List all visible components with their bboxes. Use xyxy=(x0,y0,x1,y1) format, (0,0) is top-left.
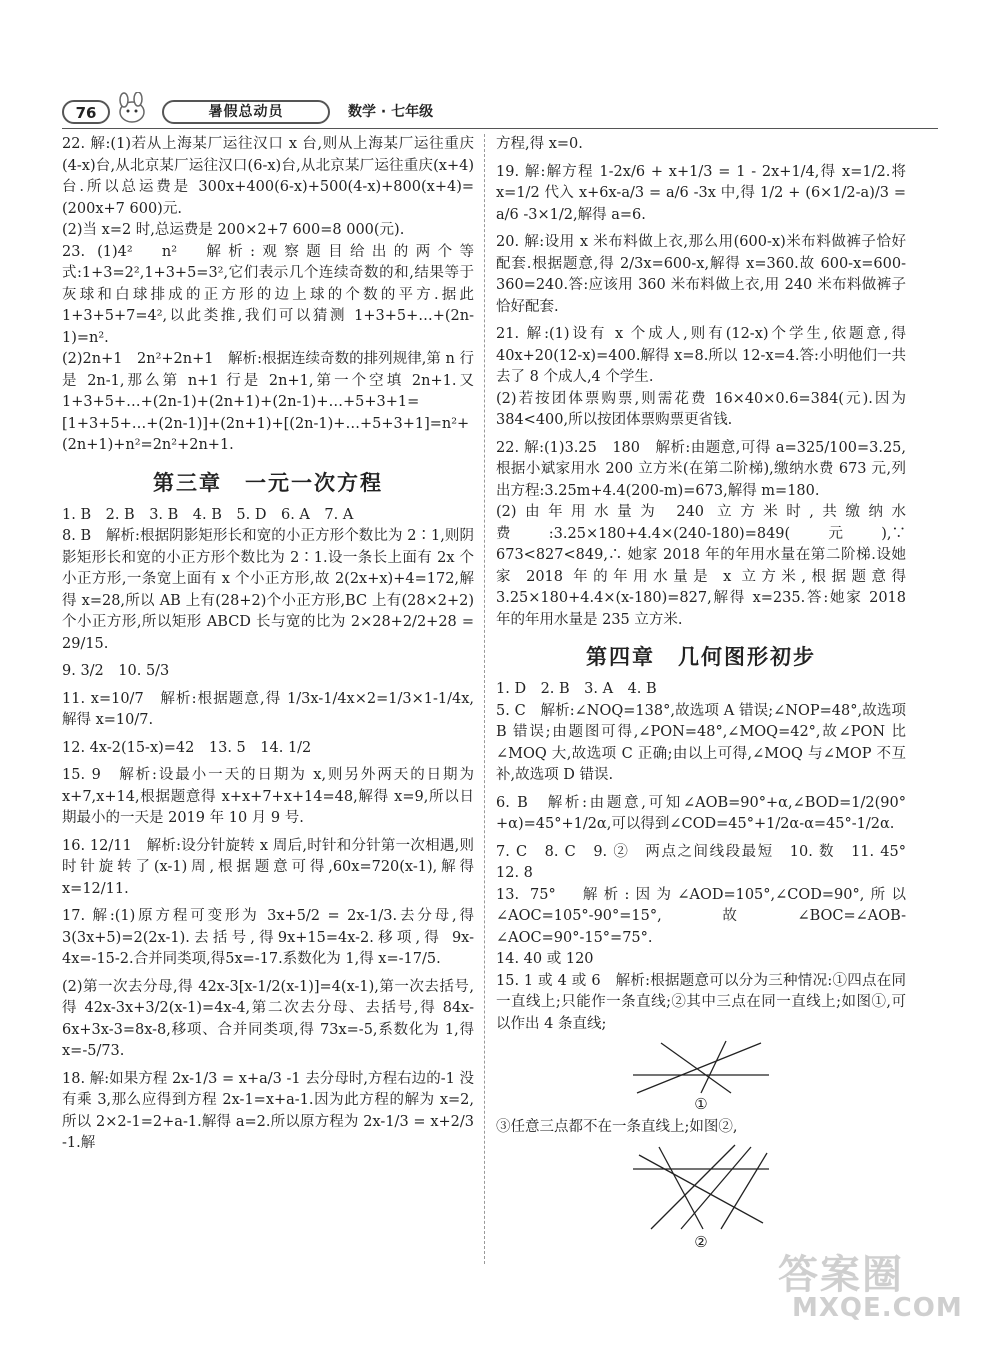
answers-1-4: 1. D 2. B 3. A 4. B xyxy=(496,681,657,697)
answer-21: 21. 解:(1)设有 x 个成人,则有(12-x)个学生,依题意,得 40x+20(12-x)=400.解得 x=8.所以 12-x=4.答:小明他们一共去了 8 个成人,4 个学生. xyxy=(496,326,906,385)
right-column xyxy=(496,134,921,1255)
answer-20: 20. 解:设用 x 米布料做上衣,那么用(600-x)米布料做裤子恰好配套.根据题意,得 2/3x=600-x,解得 x=360.故 600-x=600-360=240.答:应该用 360 米布料做上衣,用 240 米布料做裤子恰好配套. xyxy=(496,234,906,315)
answer-15-case3: ③任意三点都不在一条直线上;如图②, xyxy=(496,1119,738,1135)
page-number: 76 xyxy=(62,100,110,124)
header-rule xyxy=(62,128,938,129)
watermark-url: MXQE.COM xyxy=(792,1293,963,1323)
answer-17-part2: (2)第一次去分母,得 42x-3[x-1/2(x-1)]=4(x-1),第一次去括号,得 42x-3x+3/2(x-1)=4x-4,第二次去分母、去括号,得 84x-6x+3x-3=8x-8,移项、合并同类项,得 73x=-5,系数化为 1,得 x=-5/73. xyxy=(62,978,474,1059)
left-column xyxy=(62,134,474,1155)
answer-18: 18. 解:如果方程 2x-1/3 = x+a/3 -1 去分母时,方程右边的-1 没有乘 3,那么应得到方程 2x-1=x+a-1.因为此方程的解为 x=2,所以 2×2-1=2+a-1.解得 a=2.所以原方程为 2x-1/3 = x+2/3 -1.解 xyxy=(62,1070,474,1151)
figure-1-label: ① xyxy=(694,1095,708,1113)
answer-6: 6. B 解析:由题意,可知∠AOB=90°+α,∠BOD=1/2(90°+α)=45°+1/2α,可以得到∠COD=45°+1/2α-α=45°-1/2α. xyxy=(496,794,906,832)
answers-9-10: 9. 3/2 10. 5/3 xyxy=(62,663,170,679)
book-title: 暑假总动员 xyxy=(162,100,330,124)
answer-8: 8. B 解析:根据阴影矩形长和宽的小正方形个数比为 2∶1,则阴影矩形长和宽的小正方形个数比为 2∶1.设一条长上面有 2x 个小正方形,一条宽上面有 x 个小正方形,故 2(2x+x)+4=172,解得 x=28,所以 AB 上有(28+2)个小正方形,BC 上有(28×2+2)个小正方形,所以矩形 ABCD 长与宽的比为 2×28+2/2+28 = 29/15. xyxy=(62,528,474,652)
answer-15: 15. 9 解析:设最小一天的日期为 x,则另外两天的日期为 x+7,x+14,根据题意得 x+x+7+x+14=48,解得 x=9,所以日期最小的一天是 2019 年 10 月 9 号. xyxy=(62,767,474,826)
answer-5: 5. C 解析:∠NOQ=138°,故选项 A 错误;∠NOP=48°,故选项 B 错误;由题图可得,∠PON=48°,∠MOQ=42°,故∠PON 比∠MOQ 大,故选项 C 正确;由以上可得,∠MOQ 与∠MOP 不互补,故选项 D 错误. xyxy=(496,702,906,783)
column-divider xyxy=(484,134,485,1264)
answer-11: 11. x=10/7 解析:根据题意,得 1/3x-1/4x×2=1/3×1-1/4x,解得 x=10/7. xyxy=(62,690,474,728)
answer-22-right: 22. 解:(1)3.25 180 解析:由题意,可得 a=325/100=3.25,根据小斌家用水 200 立方米(在第二阶梯),缴纳水费 673 元,列出方程:3.25m+4.4(200-m)=673,解得 m=180. xyxy=(496,439,906,499)
answer-16: 16. 12/11 解析:设分针旋转 x 周后,时针和分针第一次相遇,则时针旋转了(x-1)周,根据题意可得,60x=720(x-1),解得 x=12/11. xyxy=(62,837,474,897)
answer-18-cont: 方程,得 x=0. xyxy=(496,136,583,152)
watermark-logo-text: 答案圈 xyxy=(778,1252,904,1298)
answer-17: 17. 解:(1)原方程可变形为 3x+5/2 = 2x-1/3.去分母,得 3(3x+5)=2(2x-1).去括号,得9x+15=4x-2.移项,得 9x-4x=-15-2.合并同类项,得5x=-17.系数化为 1,得 x=-17/5. xyxy=(62,908,474,967)
answer-14: 14. 40 或 120 xyxy=(496,951,594,967)
answer-22-right-part2: (2)由年用水量为 240 立方米时,共缴纳水费:3.25×180+4.4×(240-180)=849(元),∵ 673<827<849,∴ 她家 2018 年的年用水量在第二阶梯.设她家 2018 年的年用水量是 x 立方米,根据题意得 3.25×180+4.4×(x-180)=827,解得 x=235.答:她家 2018 年的年用水量是 235 立方米. xyxy=(496,504,906,628)
answer-21-part2: (2)若按团体票购票,则需花费 16×40×0.6=384(元).因为 384<400,所以按团体票购票更省钱. xyxy=(496,390,906,428)
chapter-4-heading: 第四章 几何图形初步 xyxy=(586,645,816,669)
answer-22: 22. 解:(1)若从上海某厂运往汉口 x 台,则从上海某厂运往重庆(4-x)台,从北京某厂运往汉口(6-x)台,从北京某厂运往重庆(x+4)台.所以总运费是 300x+400(6-x)+500(4-x)+800(x+4)=(200x+7 600)元. xyxy=(62,136,474,217)
answers-7-12: 7. C 8. C 9. ② 两点之间线段最短 10. 数 11. 45° 12. 8 xyxy=(496,843,921,881)
answer-13: 13. 75° 解析:因为∠AOD=105°,∠COD=90°,所以∠AOC=105°-90°=15°,故∠BOC=∠AOB-∠AOC=90°-15°=75°. xyxy=(496,886,906,946)
subject-label: 数学 · 七年级 xyxy=(348,104,434,120)
answers-1-7: 1. B 2. B 3. B 4. B 5. D 6. A 7. A xyxy=(62,506,354,523)
figure-2-lines xyxy=(631,1143,771,1233)
figure-2-label: ② xyxy=(694,1232,708,1251)
answer-23-part2: (2)2n+1 2n²+2n+1 解析:根据连续奇数的排列规律,第 n 行是 2n-1,那么第 n+1 行是 2n+1,第一个空填 2n+1.又 1+3+5+…+(2n-1)+(2n+1)+(2n-1)+…+5+3+1=[1+3+5+…+(2n-1)]+(2n+1)+[(2n-1)+…+5+3+1]=n²+(2n+1)+n²=2n²+2n+1. xyxy=(62,351,474,453)
answer-23: 23. (1)4² n² 解析:观察题目给出的两个等式:1+3=2²,1+3+5=3²,它们表示几个连续奇数的和,结果等于灰球和白球排成的正方形的边上球的个数的平方.据此 1+3+5+7=4²,以此类推,我们可以猜测 1+3+5+…+(2n-1)=n². xyxy=(62,243,474,346)
page-header xyxy=(62,100,502,124)
answer-22-part2: (2)当 x=2 时,总运费是 200×2+7 600=8 000(元). xyxy=(62,222,405,238)
watermark xyxy=(778,1243,963,1333)
answers-12-14: 12. 4x-2(15-x)=42 13. 5 14. 1/2 xyxy=(62,739,312,756)
answer-19: 19. 解:解方程 1-2x/6 + x+1/3 = 1 - 2x+1/4,得 x=1/2.将 x=1/2 代入 x+6x-a/3 = a/6 -3x 中,得 1/2 + (6×1/2-a)/3 = a/6 -3×1/2,解得 a=6. xyxy=(496,163,906,223)
figure-1-lines xyxy=(631,1039,771,1095)
answer-15-right: 15. 1 或 4 或 6 解析:根据题意可以分为三种情况:①四点在同一直线上;只能作一条直线;②其中三点在同一直线上;如图①,可以作出 4 条直线; xyxy=(496,972,906,1032)
mascot-icon xyxy=(106,92,158,126)
chapter-3-heading: 第三章 一元一次方程 xyxy=(153,470,383,495)
